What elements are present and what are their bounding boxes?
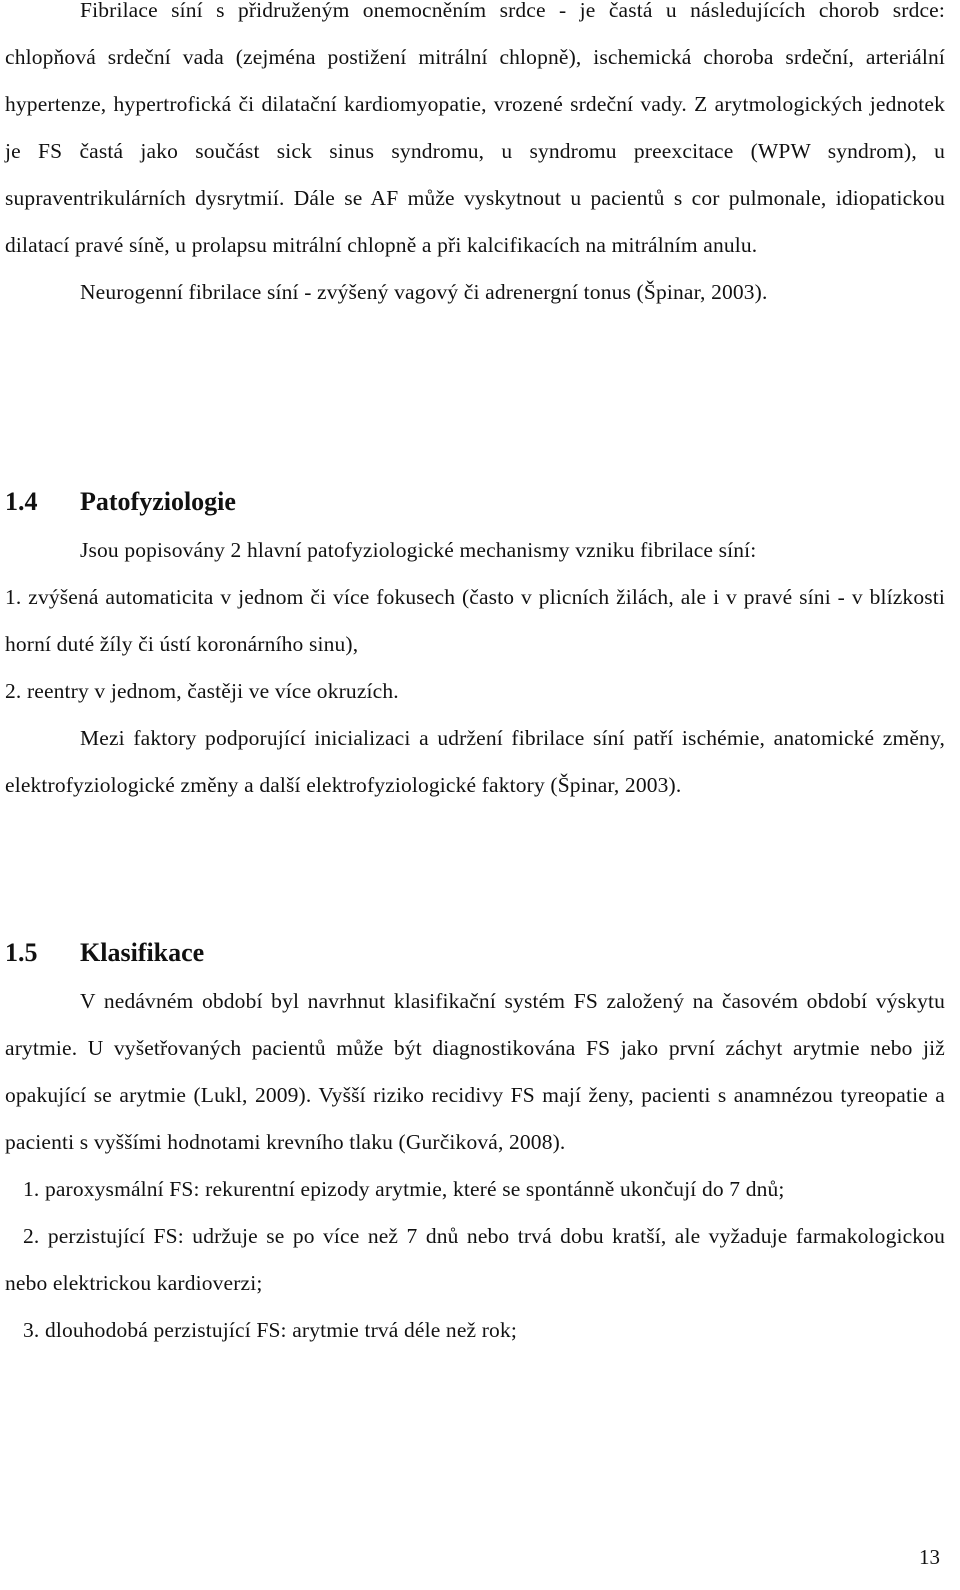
pathophysiology-text-block [5,527,945,809]
list-item-reentry: 2. reentry v jednom, častěji ve více okruzích. [5,679,399,703]
list-item-automaticity: 1. zvýšená automaticita v jednom či více fokusech (často v plicních žilách, ale i v pravé síni - v blízkosti horní duté žíly či ústí koronárního sinu), [5,585,945,656]
section-number: 1.4 [5,487,38,516]
top-text-block [5,0,945,316]
paragraph-heart-disease: Fibrilace síní s přidruženým onemocněním srdce - je častá u následujících chorob srdce: chlopňová srdeční vada (zejména postižení mitrální chlopně), ischemická choroba srdeční, arteriální hypertenze, hypertrofická či dilatační kardiomyopatie, vrozené srdeční vady. Z arytmologických jednotek je FS častá jako součást sick sinus syndromu, u syndromu preexcitace (WPW syndrom), u supraventrikulárních dysrytmií. Dále se AF může vyskytnout u pacientů s cor pulmonale, idiopatickou dilatací pravé síně, u prolapsu mitrální chlopně a při kalcifikacích na mitrálním anulu. [5,0,945,257]
page-number: 13 [919,1545,940,1569]
paragraph-mechanisms-intro: Jsou popisovány 2 hlavní patofyziologické mechanismy vzniku fibrilace síní: [80,538,757,562]
section-title: Patofyziologie [80,487,236,516]
section-number: 1.5 [5,938,38,967]
paragraph-classification-intro: V nedávném období byl navrhnut klasifikační systém FS založený na časovém období výskytu arytmie. U vyšetřovaných pacientů může být diagnostikována FS jako první záchyt arytmie nebo již opakující se arytmie (Lukl, 2009). Vyšší riziko recidivy FS mají ženy, pacienti s anamnézou tyreopatie a pacienti s vyššími hodnotami krevního tlaku (Gurčiková, 2008). [5,989,945,1154]
paragraph-neurogenic: Neurogenní fibrilace síní - zvýšený vagový či adrenergní tonus (Špinar, 2003). [80,280,768,304]
section-title: Klasifikace [80,938,205,967]
list-item-persistent: 2. perzistující FS: udržuje se po více než 7 dnů nebo trvá dobu kratší, ale vyžaduje farmakologickou nebo elektrickou kardioverzi; [5,1224,945,1295]
list-item-paroxysmal: 1. paroxysmální FS: rekurentní epizody arytmie, které se spontánně ukončují do 7 dnů; [23,1177,785,1201]
classification-text-block [5,978,945,1354]
paragraph-factors: Mezi faktory podporující inicializaci a udržení fibrilace síní patří ischémie, anatomické změny, elektrofyziologické změny a další elektrofyziologické faktory (Špinar, 2003). [5,726,945,797]
section-heading-classification [5,937,204,969]
section-heading-pathophysiology [5,486,236,518]
list-item-long-persistent: 3. dlouhodobá perzistující FS: arytmie trvá déle než rok; [23,1318,517,1342]
